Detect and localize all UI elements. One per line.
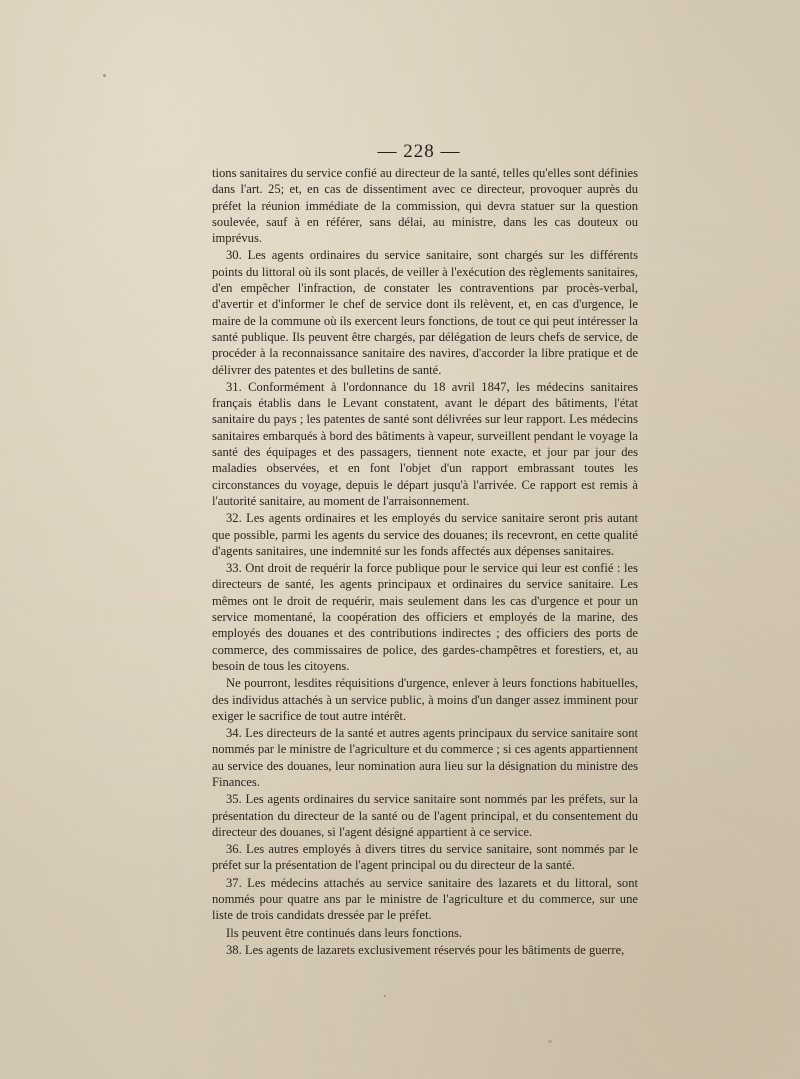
paragraph-article-31: 31. Conformément à l'ordonnance du 18 avril 1847, les médecins sanitaires français établis dans le Levant constatent, avant le départ des bâtiments, l'état sanitaire du pays ; les patentes de santé sont délivrées sur leur rapport. Les médecins sanitaires embarqués à bord des bâtiments à vapeur, surveillent pendant le voyage la santé des équipages et des passagers, tiennent note exacte, et jour par jour des maladies observées, et en font l'objet d'un rapport embrassant toutes les circonstances du voyage, depuis le départ jusqu'à l'arrivée. Ce rapport est remis à l'autorité sanitaire, au moment de l'arraisonnement. bbox=[212, 379, 638, 508]
paragraph-article-33: 33. Ont droit de requérir la force publique pour le service qui leur est confié : les directeurs de santé, les agents principaux et ordinaires du service sanitaire. Les mêmes ont le droit de requérir, mais seulement dans les cas d'urgence et pour un service momentané, la coopération des officiers et employés de la marine, des employés des douanes et des contributions indirectes ; des officiers des ports de commerce, des commissaires de police, des gardes-champêtres et forestiers, et, au besoin de tous les citoyens. bbox=[212, 561, 638, 673]
paper-speck bbox=[384, 995, 386, 997]
paragraph-article-37: 37. Les médecins attachés au service sanitaire des lazarets et du littoral, sont nommés pour quatre ans par le ministre de l'agriculture et du commerce, sur une liste de trois candidats dressée par le préfet. bbox=[212, 875, 638, 923]
paragraph-article-32: 32. Les agents ordinaires et les employés du service sanitaire seront pris autant que possible, parmi les agents du service des douanes; ils recevront, en cette qualité d'agents sanitaires, une indemnité sur les fonds affectés aux dépenses sanitaires. bbox=[212, 511, 638, 558]
page-number: — 228 — bbox=[377, 141, 461, 162]
body-text bbox=[212, 165, 638, 958]
paragraph-article-30: 30. Les agents ordinaires du service sanitaire, sont chargés sur les différents points du littoral où ils sont placés, de veiller à l'exécution des règlements sanitaires, d'en empêcher l'infraction, de constater les contraventions par procès-verbal, d'avertir et d'informer le chef de service dont ils relèvent, et, en cas d'urgence, le maire de la commune où ils exercent leurs fonctions, de tout ce qui peut intéresser la santé publique. Ils peuvent être chargés, par délégation de leurs chefs de service, de procéder à la reconnaissance sanitaire des navires, d'accorder la libre pratique et de délivrer des patentes et des bulletins de santé. bbox=[212, 248, 638, 377]
paragraph-article-35: 35. Les agents ordinaires du service sanitaire sont nommés par les préfets, sur la présentation du directeur de la santé ou de l'agent principal, et du consentement du directeur des douanes, si l'agent désigné appartient à ce service. bbox=[212, 792, 638, 839]
paper-speck bbox=[103, 74, 106, 77]
paragraph-article-34: 34. Les directeurs de la santé et autres agents principaux du service sanitaire sont nommés par le ministre de l'agriculture et du commerce ; si ces agents appartiennent au service des douanes, leur nomination aura lieu sur la désignation du ministre des Finances. bbox=[212, 726, 638, 789]
paper-speck bbox=[548, 1040, 552, 1043]
paragraph-article-37-continued: Ils peuvent être continués dans leurs fonctions. bbox=[226, 925, 463, 940]
paragraph-article-33-continued: Ne pourront, lesdites réquisitions d'urgence, enlever à leurs fonctions habituelles, des individus attachés à un service public, à moins d'un danger assez imminent pour exiger le sacrifice de tout autre intérêt. bbox=[212, 676, 638, 723]
paragraph-article-36: 36. Les autres employés à divers titres du service sanitaire, sont nommés par le préfet sur la présentation de l'agent principal ou du directeur de la santé. bbox=[212, 842, 638, 873]
paragraph-continuation: tions sanitaires du service confié au directeur de la santé, telles qu'elles sont définies dans l'art. 25; et, en cas de dissentiment avec ce directeur, provoquer auprès du préfet la réunion immédiate de la commission, qui devra statuer sur la question soulevée, sauf à en référer, sans délai, au ministre, dans les cas douteux ou imprévus. bbox=[212, 166, 638, 246]
paragraph-article-38: 38. Les agents de lazarets exclusivement réservés pour les bâtiments de guerre, bbox=[226, 942, 625, 957]
